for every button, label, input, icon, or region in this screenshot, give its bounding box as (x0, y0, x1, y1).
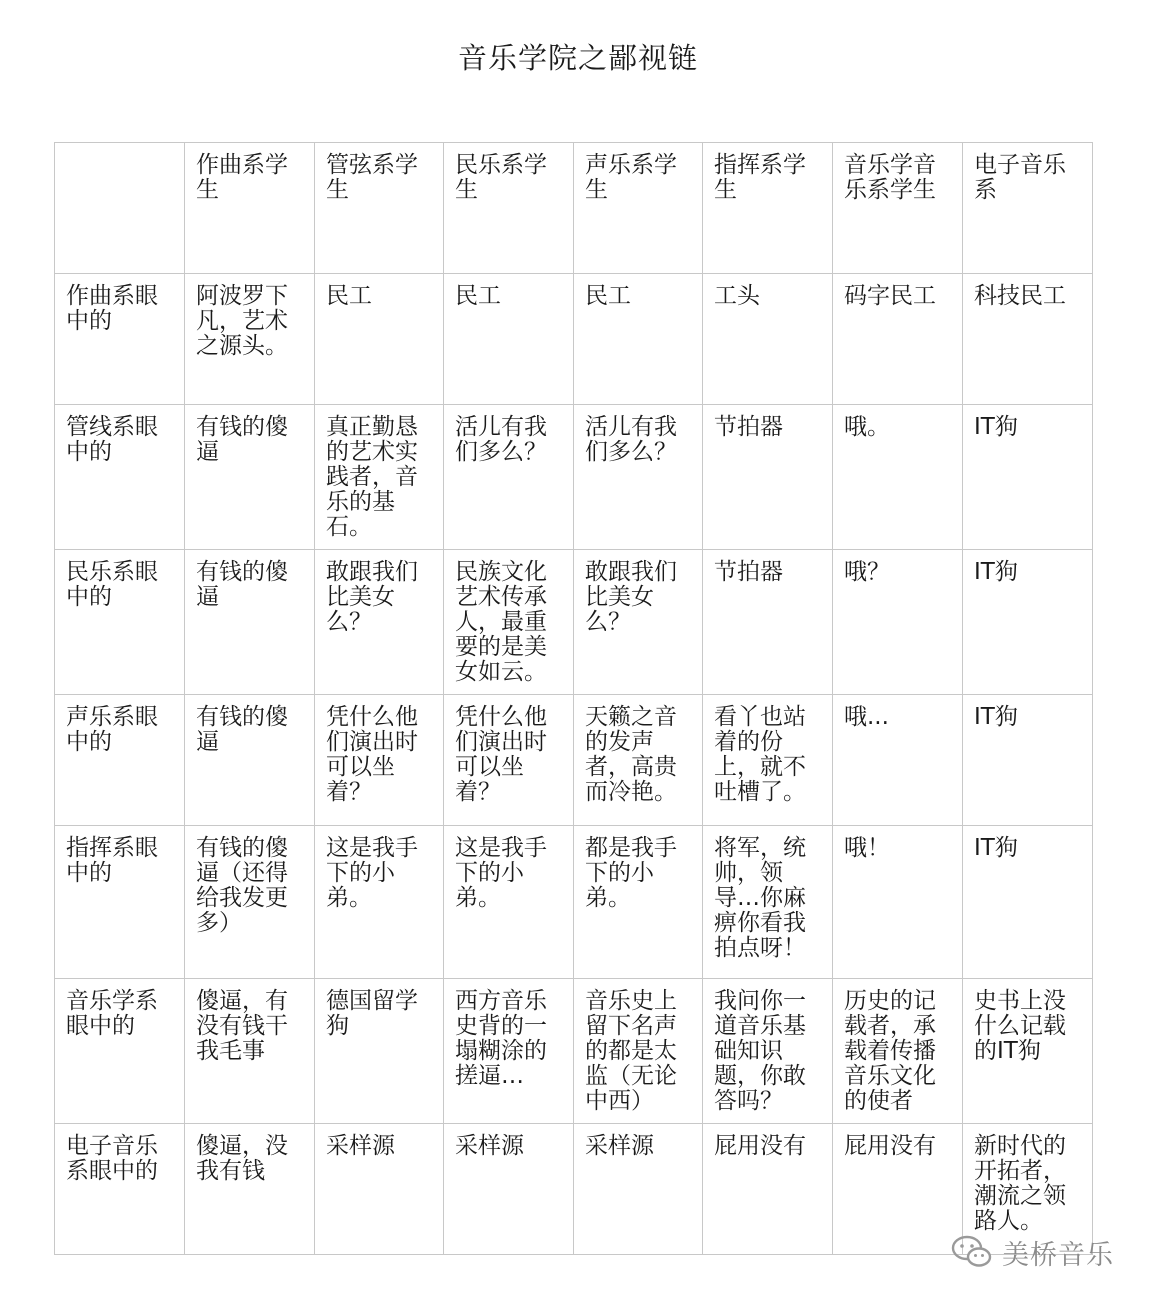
table-header-row (55, 143, 1093, 274)
table-cell: 节拍器 (703, 405, 833, 550)
table-cell: 屁用没有 (833, 1124, 963, 1255)
table-corner-cell (55, 143, 185, 274)
table-row (55, 550, 1093, 695)
column-header: 声乐系学生 (574, 143, 703, 274)
table-cell: 西方音乐史背的一塌糊涂的搓逼… (444, 979, 574, 1124)
table-cell: 节拍器 (703, 550, 833, 695)
table-cell: 民工 (444, 274, 574, 405)
row-header: 民乐系眼中的 (55, 550, 185, 695)
table-cell: 民族文化艺术传承人，最重要的是美女如云。 (444, 550, 574, 695)
column-header: 民乐系学生 (444, 143, 574, 274)
table-cell: 哦。 (833, 405, 963, 550)
row-header: 音乐学系眼中的 (55, 979, 185, 1124)
table-cell: 史书上没什么记载的IT狗 (963, 979, 1093, 1124)
comparison-table (54, 142, 1093, 1255)
table-cell: 有钱的傻逼 (185, 405, 315, 550)
table-row (55, 826, 1093, 979)
watermark (950, 1232, 1114, 1272)
table-cell: 敢跟我们比美女么？ (315, 550, 444, 695)
table-cell: 敢跟我们比美女么？ (574, 550, 703, 695)
row-header: 指挥系眼中的 (55, 826, 185, 979)
table-cell: 码字民工 (833, 274, 963, 405)
table-row (55, 1124, 1093, 1255)
column-header: 作曲系学生 (185, 143, 315, 274)
table-cell: 傻逼，有没有钱干我毛事 (185, 979, 315, 1124)
wechat-icon (950, 1234, 994, 1270)
table-cell: 傻逼，没我有钱 (185, 1124, 315, 1255)
table-cell: 民工 (315, 274, 444, 405)
page-title: 音乐学院之鄙视链 (457, 41, 698, 75)
table-cell: 凭什么他们演出时可以坐着？ (315, 695, 444, 826)
column-header: 指挥系学生 (703, 143, 833, 274)
table-cell: 采样源 (444, 1124, 574, 1255)
watermark-text: 美桥音乐 (1002, 1239, 1114, 1271)
table-cell: 采样源 (315, 1124, 444, 1255)
table-cell: 看丫也站着的份上，就不吐槽了。 (703, 695, 833, 826)
table-cell: 阿波罗下凡，艺术之源头。 (185, 274, 315, 405)
table-cell: 历史的记载者，承载着传播音乐文化的使者 (833, 979, 963, 1124)
table-cell: 采样源 (574, 1124, 703, 1255)
table-row (55, 405, 1093, 550)
row-header: 管线系眼中的 (55, 405, 185, 550)
row-header: 作曲系眼中的 (55, 274, 185, 405)
table-cell: 将军，统帅，领导…你麻痹你看我拍点呀！ (703, 826, 833, 979)
column-header: 管弦系学生 (315, 143, 444, 274)
row-header: 电子音乐系眼中的 (55, 1124, 185, 1255)
table-cell: 德国留学狗 (315, 979, 444, 1124)
table-cell: 新时代的开拓者，潮流之领路人。 (963, 1124, 1093, 1255)
table-row (55, 979, 1093, 1124)
table-cell: 凭什么他们演出时可以坐着？ (444, 695, 574, 826)
table-cell: 工头 (703, 274, 833, 405)
column-header: 电子音乐系 (963, 143, 1093, 274)
table-cell: 活儿有我们多么？ (444, 405, 574, 550)
table-cell: IT狗 (963, 550, 1093, 695)
table-cell: 哦？ (833, 550, 963, 695)
table-cell: 哦... (833, 695, 963, 826)
table-cell: 我问你一道音乐基础知识题，你敢答吗？ (703, 979, 833, 1124)
table-cell: 有钱的傻逼 (185, 550, 315, 695)
table-cell: 这是我手下的小弟。 (444, 826, 574, 979)
table-cell: IT狗 (963, 826, 1093, 979)
table-cell: 科技民工 (963, 274, 1093, 405)
table-cell: 活儿有我们多么？ (574, 405, 703, 550)
table-row (55, 695, 1093, 826)
row-header: 声乐系眼中的 (55, 695, 185, 826)
table-cell: 屁用没有 (703, 1124, 833, 1255)
table-cell: IT狗 (963, 405, 1093, 550)
table-cell: 哦！ (833, 826, 963, 979)
table-cell: IT狗 (963, 695, 1093, 826)
table-cell: 有钱的傻逼 (185, 695, 315, 826)
table-cell: 有钱的傻逼（还得给我发更多） (185, 826, 315, 979)
column-header: 音乐学音乐系学生 (833, 143, 963, 274)
table-cell: 真正勤恳的艺术实践者，音乐的基石。 (315, 405, 444, 550)
table-cell: 音乐史上留下名声的都是太监（无论中西） (574, 979, 703, 1124)
table-row (55, 274, 1093, 405)
table-cell: 这是我手下的小弟。 (315, 826, 444, 979)
table-cell: 民工 (574, 274, 703, 405)
table-cell: 天籁之音的发声者，高贵而冷艳。 (574, 695, 703, 826)
table-cell: 都是我手下的小弟。 (574, 826, 703, 979)
